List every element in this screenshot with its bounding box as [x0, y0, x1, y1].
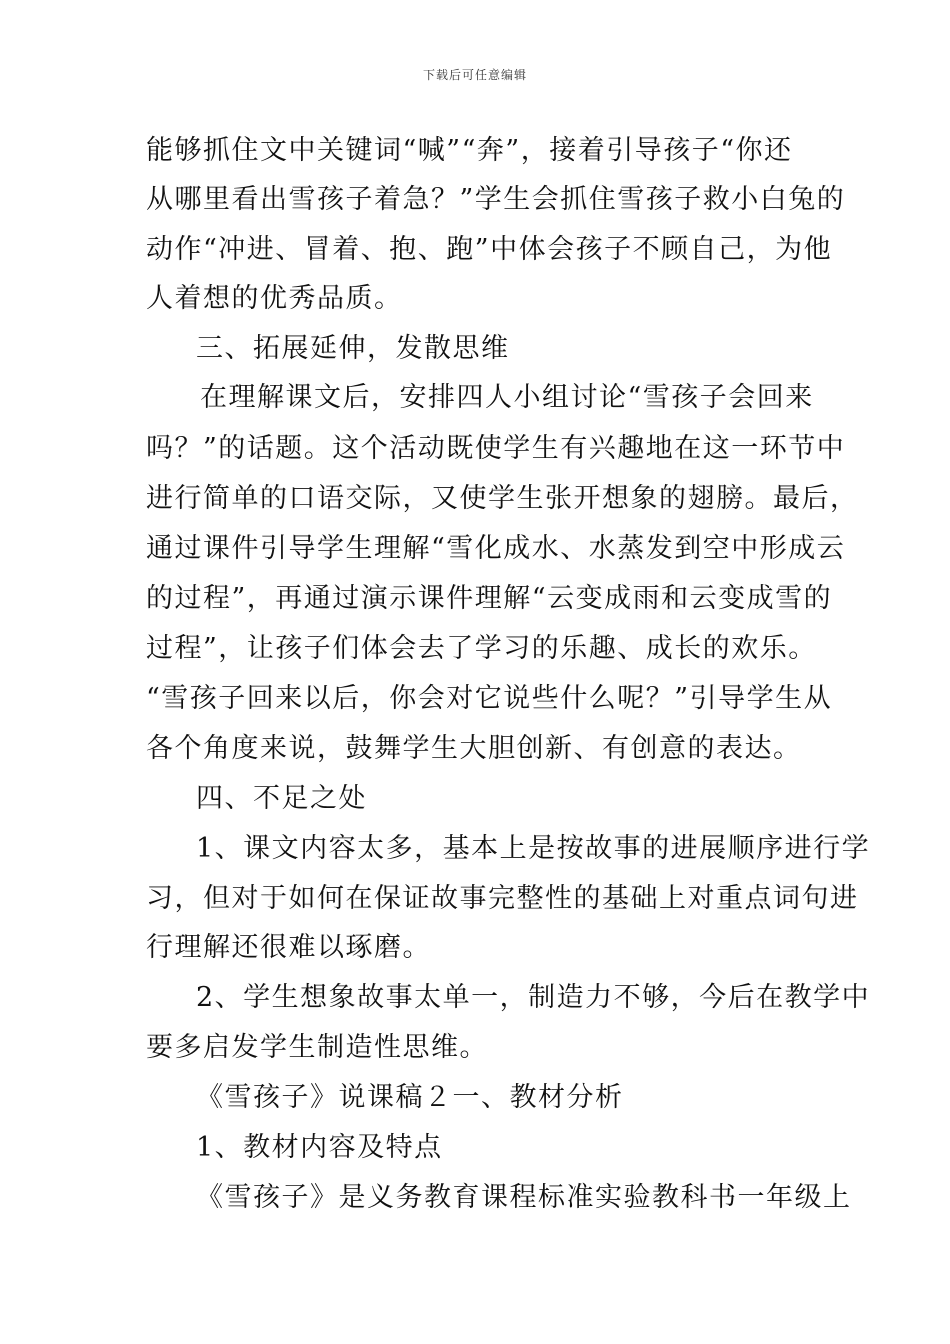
body-line: 能够抓住文中关键词“喊”“奔”，接着引导孩子“你还 [146, 135, 793, 166]
body-line: 进行简单的口语交际，又使学生张开想象的翅膀。最后， [146, 483, 859, 514]
body-line: 行理解还很难以琢磨。 [146, 932, 431, 963]
body-line: 过程”，让孩子们体会去了学习的乐趣、成长的欢乐。 [146, 633, 817, 664]
body-line: 人着想的优秀品质。 [146, 283, 403, 314]
page-header: 下载后可任意编辑 [422, 68, 527, 82]
body-line: 在理解课文后，安排四人小组讨论“雪孩子会回来 [200, 382, 814, 413]
body-line: 的过程”，再通过演示课件理解“云变成雨和云变成雪的 [146, 583, 833, 614]
body-line: 动作“冲进、冒着、抱、跑”中体会孩子不顾自己，为他 [146, 234, 833, 265]
body-line: 通过课件引导学生理解“雪化成水、水蒸发到空中形成云 [146, 533, 846, 564]
body-line: 吗？”的话题。这个活动既使学生有兴趣地在这一环节中 [146, 433, 846, 464]
body-line: 要多启发学生制造性思维。 [146, 1032, 488, 1063]
section-heading: 《雪孩子》说课稿２一、教材分析 [196, 1082, 624, 1113]
body-line: “雪孩子回来以后，你会对它说些什么呢？”引导学生从 [146, 683, 833, 714]
body-line: 1、课文内容太多，基本上是按故事的进展顺序进行学 [196, 833, 871, 864]
section-heading: 四、不足之处 [196, 783, 367, 814]
section-heading: 1、教材内容及特点 [196, 1132, 443, 1163]
body-line: 习，但对于如何在保证故事完整性的基础上对重点词句进 [146, 883, 859, 914]
body-line: 2、学生想象故事太单一，制造力不够，今后在教学中 [196, 982, 871, 1013]
body-line: 从哪里看出雪孩子着急？”学生会抓住雪孩子救小白兔的 [146, 184, 846, 215]
body-line: 各个角度来说，鼓舞学生大胆创新、有创意的表达。 [146, 733, 802, 764]
section-heading: 三、拓展延伸，发散思维 [196, 333, 510, 364]
body-line: 《雪孩子》是义务教育课程标准实验教科书一年级上 [196, 1182, 852, 1213]
